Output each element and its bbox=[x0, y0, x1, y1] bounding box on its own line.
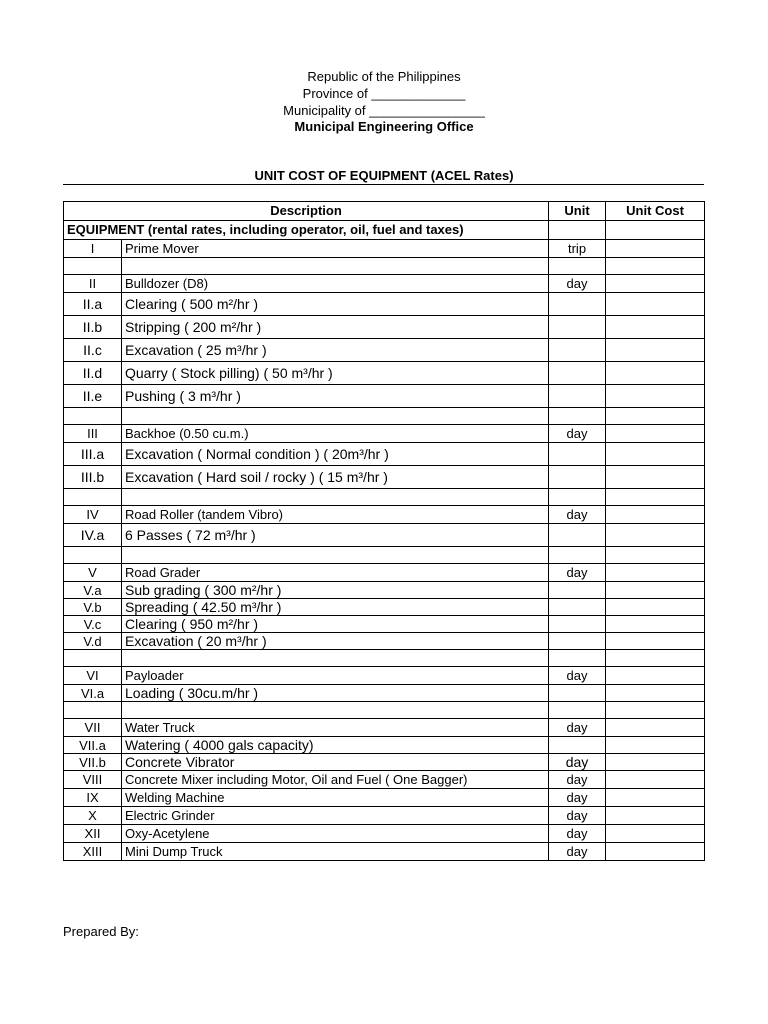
item-number-cell bbox=[64, 547, 122, 564]
item-unit-cost-cell bbox=[606, 408, 705, 425]
item-unit-cost-cell bbox=[606, 258, 705, 275]
table-row bbox=[64, 582, 705, 599]
item-unit-cell bbox=[549, 599, 606, 616]
item-number-cell: II.d bbox=[64, 362, 122, 385]
table-row bbox=[64, 293, 705, 316]
item-number-cell: VIII bbox=[64, 771, 122, 789]
table-row bbox=[64, 506, 705, 524]
item-number-cell: III bbox=[64, 425, 122, 443]
item-description-cell: Welding Machine bbox=[122, 789, 549, 807]
item-number-cell bbox=[64, 408, 122, 425]
item-number-cell bbox=[64, 702, 122, 719]
item-unit-cell bbox=[549, 385, 606, 408]
item-number-cell: I bbox=[64, 240, 122, 258]
table-header-row bbox=[64, 202, 705, 221]
table-row bbox=[64, 316, 705, 339]
item-description-cell: Loading ( 30cu.m/hr ) bbox=[122, 685, 549, 702]
item-description-cell: Oxy-Acetylene bbox=[122, 825, 549, 843]
item-unit-cell bbox=[549, 443, 606, 466]
item-number-cell: VII.a bbox=[64, 737, 122, 754]
item-unit-cell: day bbox=[549, 564, 606, 582]
category-label: EQUIPMENT (rental rates, including operator, oil, fuel and taxes) bbox=[64, 221, 549, 240]
table-row bbox=[64, 843, 705, 861]
category-cost-cell bbox=[606, 221, 705, 240]
item-unit-cell bbox=[549, 466, 606, 489]
table-row bbox=[64, 633, 705, 650]
item-unit-cell bbox=[549, 293, 606, 316]
item-unit-cost-cell bbox=[606, 582, 705, 599]
table-row bbox=[64, 599, 705, 616]
header-province: Province of _____________ bbox=[302, 86, 466, 101]
item-number-cell: III.a bbox=[64, 443, 122, 466]
item-unit-cost-cell bbox=[606, 633, 705, 650]
table-row bbox=[64, 275, 705, 293]
item-unit-cost-cell bbox=[606, 771, 705, 789]
item-number-cell: III.b bbox=[64, 466, 122, 489]
item-unit-cost-cell bbox=[606, 807, 705, 825]
item-unit-cell bbox=[549, 547, 606, 564]
table-row bbox=[64, 650, 705, 667]
item-description-cell: Sub grading ( 300 m²/hr ) bbox=[122, 582, 549, 599]
item-description-cell: Excavation ( 25 m³/hr ) bbox=[122, 339, 549, 362]
table-row bbox=[64, 524, 705, 547]
item-number-cell bbox=[64, 258, 122, 275]
item-unit-cell bbox=[549, 408, 606, 425]
item-description-cell: Backhoe (0.50 cu.m.) bbox=[122, 425, 549, 443]
item-number-cell: IX bbox=[64, 789, 122, 807]
item-description-cell bbox=[122, 702, 549, 719]
item-number-cell: II.c bbox=[64, 339, 122, 362]
item-unit-cost-cell bbox=[606, 339, 705, 362]
item-unit-cell bbox=[549, 616, 606, 633]
item-unit-cell: day bbox=[549, 506, 606, 524]
item-unit-cell: day bbox=[549, 771, 606, 789]
item-unit-cell: day bbox=[549, 825, 606, 843]
item-number-cell: IV bbox=[64, 506, 122, 524]
table-row bbox=[64, 258, 705, 275]
item-unit-cost-cell bbox=[606, 754, 705, 771]
table-row bbox=[64, 240, 705, 258]
table-row bbox=[64, 667, 705, 685]
header-republic: Republic of the Philippines bbox=[307, 69, 461, 84]
item-description-cell: Road Roller (tandem Vibro) bbox=[122, 506, 549, 524]
table-row bbox=[64, 771, 705, 789]
item-number-cell: II.e bbox=[64, 385, 122, 408]
item-unit-cell: trip bbox=[549, 240, 606, 258]
item-unit-cost-cell bbox=[606, 789, 705, 807]
item-description-cell: Mini Dump Truck bbox=[122, 843, 549, 861]
table-row bbox=[64, 564, 705, 582]
item-description-cell: Prime Mover bbox=[122, 240, 549, 258]
item-description-cell: Concrete Mixer including Motor, Oil and Fuel ( One Bagger) bbox=[122, 771, 549, 789]
item-unit-cost-cell bbox=[606, 385, 705, 408]
category-unit-cell bbox=[549, 221, 606, 240]
item-description-cell: Excavation ( 20 m³/hr ) bbox=[122, 633, 549, 650]
header-municipality: Municipality of ________________ bbox=[283, 103, 485, 118]
table-row bbox=[64, 825, 705, 843]
item-description-cell: Bulldozer (D8) bbox=[122, 275, 549, 293]
item-description-cell: Quarry ( Stock pilling) ( 50 m³/hr ) bbox=[122, 362, 549, 385]
item-number-cell: V.b bbox=[64, 599, 122, 616]
item-unit-cell bbox=[549, 633, 606, 650]
item-description-cell bbox=[122, 408, 549, 425]
item-unit-cost-cell bbox=[606, 843, 705, 861]
item-unit-cell: day bbox=[549, 843, 606, 861]
item-number-cell: VII bbox=[64, 719, 122, 737]
item-unit-cost-cell bbox=[606, 466, 705, 489]
item-unit-cell bbox=[549, 685, 606, 702]
item-unit-cost-cell bbox=[606, 719, 705, 737]
table-row bbox=[64, 425, 705, 443]
item-unit-cell: day bbox=[549, 789, 606, 807]
table-row bbox=[64, 362, 705, 385]
table-row bbox=[64, 616, 705, 633]
table-row bbox=[64, 443, 705, 466]
col-description-header: Description bbox=[64, 202, 549, 221]
item-description-cell: Excavation ( Hard soil / rocky ) ( 15 m³/hr ) bbox=[122, 466, 549, 489]
table-row bbox=[64, 547, 705, 564]
table-row bbox=[64, 807, 705, 825]
equipment-cost-table bbox=[63, 201, 705, 861]
category-row bbox=[64, 221, 705, 240]
item-description-cell: Watering ( 4000 gals capacity) bbox=[122, 737, 549, 754]
item-unit-cost-cell bbox=[606, 240, 705, 258]
item-unit-cell bbox=[549, 316, 606, 339]
item-number-cell: VI bbox=[64, 667, 122, 685]
item-unit-cost-cell bbox=[606, 275, 705, 293]
item-number-cell: II bbox=[64, 275, 122, 293]
item-number-cell: V bbox=[64, 564, 122, 582]
item-unit-cell bbox=[549, 737, 606, 754]
item-description-cell: Stripping ( 200 m²/hr ) bbox=[122, 316, 549, 339]
item-unit-cell bbox=[549, 258, 606, 275]
item-unit-cost-cell bbox=[606, 362, 705, 385]
item-number-cell bbox=[64, 650, 122, 667]
item-description-cell bbox=[122, 547, 549, 564]
item-description-cell: Excavation ( Normal condition ) ( 20m³/hr ) bbox=[122, 443, 549, 466]
header-office: Municipal Engineering Office bbox=[294, 119, 474, 134]
item-number-cell: V.a bbox=[64, 582, 122, 599]
item-unit-cell: day bbox=[549, 275, 606, 293]
item-description-cell: Payloader bbox=[122, 667, 549, 685]
item-description-cell bbox=[122, 650, 549, 667]
item-unit-cell: day bbox=[549, 719, 606, 737]
item-unit-cost-cell bbox=[606, 524, 705, 547]
item-unit-cell: day bbox=[549, 667, 606, 685]
item-unit-cost-cell bbox=[606, 506, 705, 524]
item-number-cell: IV.a bbox=[64, 524, 122, 547]
item-unit-cost-cell bbox=[606, 316, 705, 339]
item-unit-cost-cell bbox=[606, 489, 705, 506]
item-number-cell: XII bbox=[64, 825, 122, 843]
col-unit-header: Unit bbox=[549, 202, 606, 221]
table-row bbox=[64, 789, 705, 807]
item-unit-cell bbox=[549, 339, 606, 362]
table-row bbox=[64, 737, 705, 754]
item-unit-cost-cell bbox=[606, 667, 705, 685]
item-unit-cost-cell bbox=[606, 547, 705, 564]
item-description-cell: Electric Grinder bbox=[122, 807, 549, 825]
item-number-cell: VI.a bbox=[64, 685, 122, 702]
item-description-cell: Spreading ( 42.50 m³/hr ) bbox=[122, 599, 549, 616]
table-row bbox=[64, 466, 705, 489]
item-description-cell bbox=[122, 489, 549, 506]
prepared-by-label: Prepared By: bbox=[63, 924, 139, 939]
table-row bbox=[64, 385, 705, 408]
item-unit-cell: day bbox=[549, 425, 606, 443]
item-unit-cell bbox=[549, 650, 606, 667]
item-unit-cost-cell bbox=[606, 443, 705, 466]
item-unit-cell: day bbox=[549, 754, 606, 771]
item-description-cell: Road Grader bbox=[122, 564, 549, 582]
item-description-cell: Water Truck bbox=[122, 719, 549, 737]
item-unit-cost-cell bbox=[606, 616, 705, 633]
item-description-cell: Pushing ( 3 m³/hr ) bbox=[122, 385, 549, 408]
item-description-cell: 6 Passes ( 72 m³/hr ) bbox=[122, 524, 549, 547]
item-unit-cost-cell bbox=[606, 599, 705, 616]
item-number-cell: II.a bbox=[64, 293, 122, 316]
item-unit-cost-cell bbox=[606, 737, 705, 754]
item-unit-cost-cell bbox=[606, 293, 705, 316]
item-unit-cell bbox=[549, 489, 606, 506]
table-row bbox=[64, 339, 705, 362]
item-unit-cost-cell bbox=[606, 564, 705, 582]
item-number-cell: XIII bbox=[64, 843, 122, 861]
item-number-cell: V.d bbox=[64, 633, 122, 650]
item-unit-cost-cell bbox=[606, 825, 705, 843]
table-row bbox=[64, 719, 705, 737]
item-unit-cell: day bbox=[549, 807, 606, 825]
item-number-cell: II.b bbox=[64, 316, 122, 339]
item-unit-cell bbox=[549, 582, 606, 599]
item-unit-cost-cell bbox=[606, 702, 705, 719]
item-unit-cell bbox=[549, 362, 606, 385]
col-unit-cost-header: Unit Cost bbox=[606, 202, 705, 221]
item-description-cell: Concrete Vibrator bbox=[122, 754, 549, 771]
item-description-cell: Clearing ( 950 m²/hr ) bbox=[122, 616, 549, 633]
table-row bbox=[64, 754, 705, 771]
table-row bbox=[64, 408, 705, 425]
table-row bbox=[64, 685, 705, 702]
item-number-cell: V.c bbox=[64, 616, 122, 633]
item-unit-cell bbox=[549, 702, 606, 719]
table-row bbox=[64, 489, 705, 506]
item-unit-cost-cell bbox=[606, 685, 705, 702]
item-description-cell bbox=[122, 258, 549, 275]
title-underline bbox=[63, 184, 704, 185]
item-number-cell: X bbox=[64, 807, 122, 825]
document-title: UNIT COST OF EQUIPMENT (ACEL Rates) bbox=[254, 168, 514, 183]
item-unit-cost-cell bbox=[606, 650, 705, 667]
item-number-cell: VII.b bbox=[64, 754, 122, 771]
table-row bbox=[64, 702, 705, 719]
item-unit-cell bbox=[549, 524, 606, 547]
item-unit-cost-cell bbox=[606, 425, 705, 443]
item-number-cell bbox=[64, 489, 122, 506]
item-description-cell: Clearing ( 500 m²/hr ) bbox=[122, 293, 549, 316]
